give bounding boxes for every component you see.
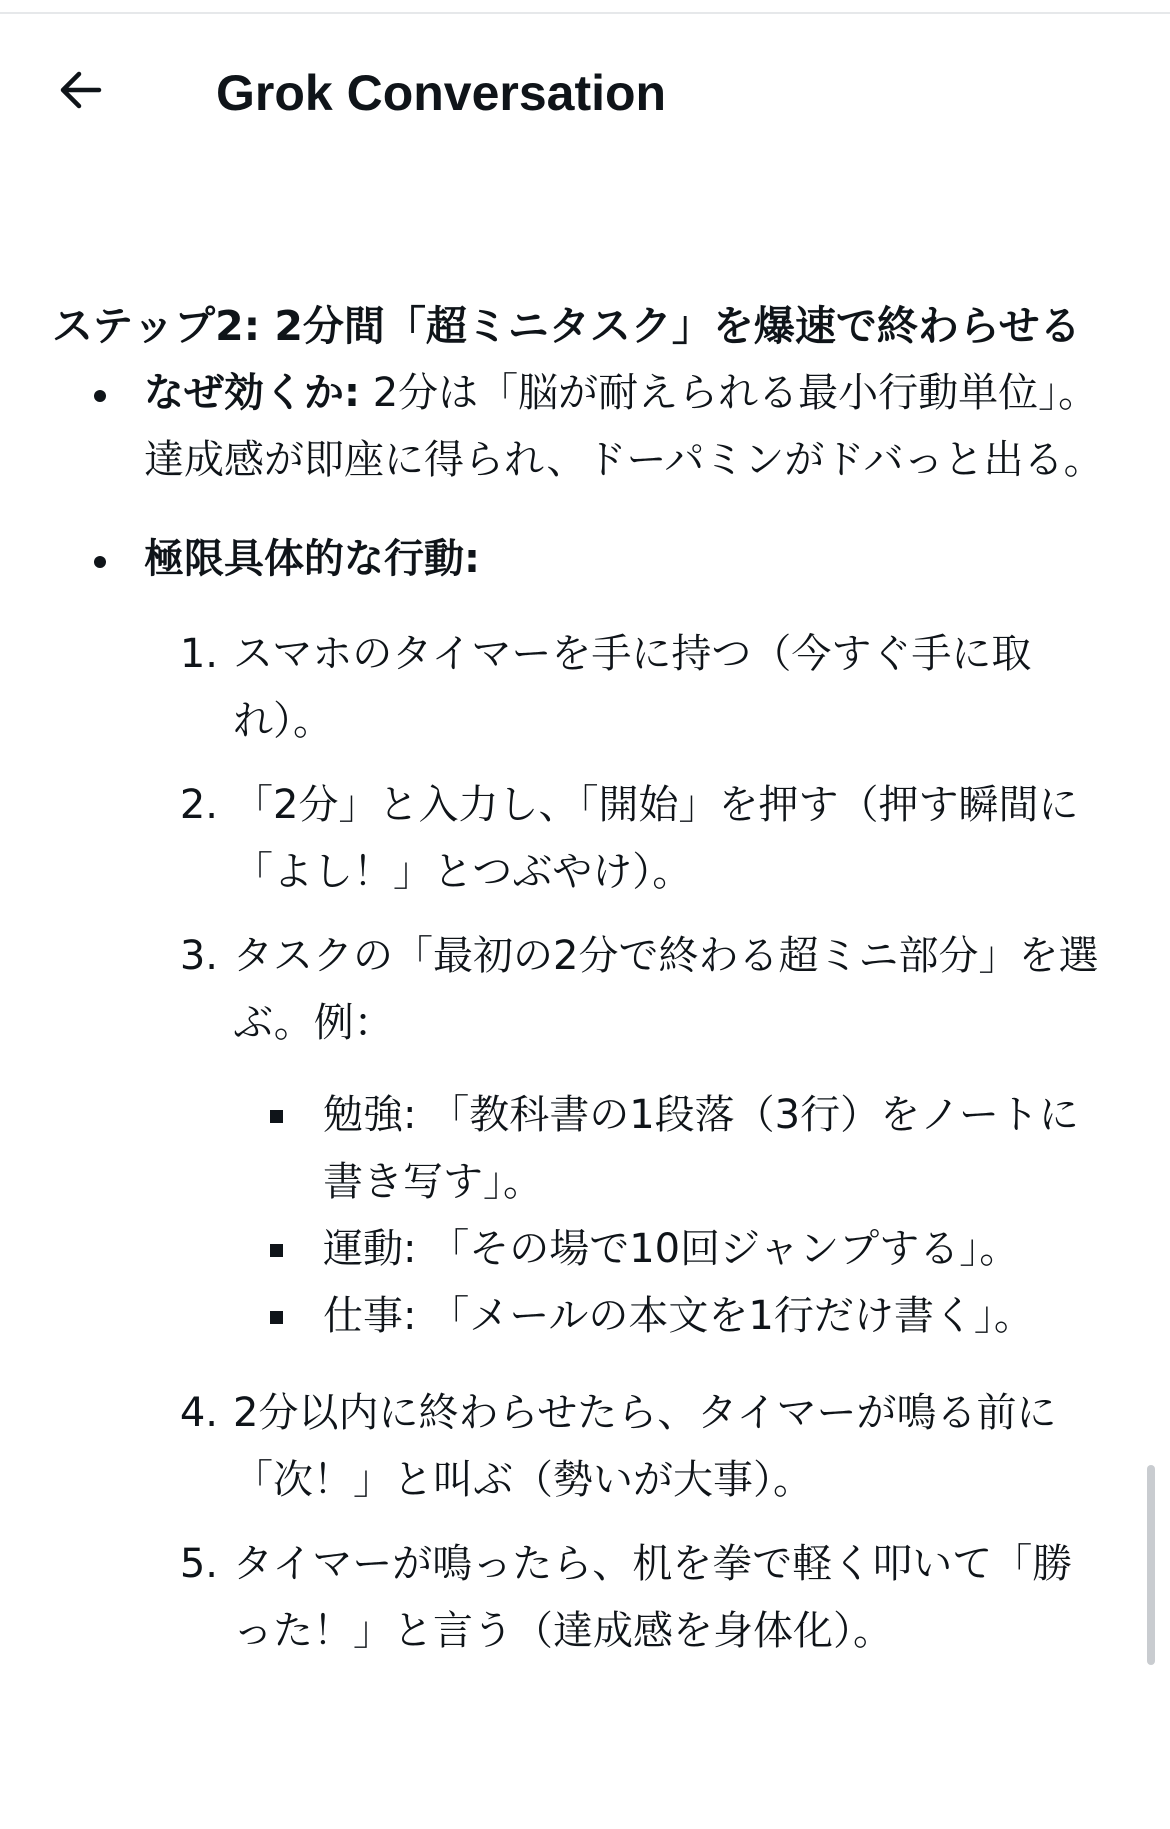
bullet-icon: [94, 556, 106, 568]
step-number: 3.: [179, 933, 218, 979]
examples-list: [233, 1082, 1112, 1350]
step-number: 1.: [179, 631, 218, 677]
example-text: 運動: 「その場で10回ジャンプする」。: [323, 1226, 1020, 1272]
step-number: 5.: [179, 1541, 218, 1587]
scrollbar[interactable]: [1147, 1465, 1155, 1665]
list-item: [52, 360, 1112, 494]
bullet-label: 極限具体的な行動:: [144, 536, 480, 582]
top-divider: [0, 12, 1170, 14]
section-heading: ステップ2: 2分間「超ミニタスク」を爆速で終わらせる: [52, 302, 1081, 350]
step-item: [144, 1380, 1112, 1514]
bullet-text: 2分は「脳が耐えられる最小行動単位」。達成感が即座に得られ、ドーパミンがドバっと出る。: [144, 370, 1104, 483]
step-item: [144, 772, 1112, 906]
step-number: 4.: [179, 1390, 218, 1436]
header: [0, 40, 1170, 150]
step-text: タスクの「最初の2分で終わる超ミニ部分」を選ぶ。例：: [233, 933, 1099, 1046]
step-item: [144, 1531, 1112, 1665]
bullet-list: [52, 360, 1112, 1665]
example-text: 勉強: 「教科書の1段落（3行）をノートに書き写す」。: [323, 1092, 1079, 1205]
step-number: 2.: [179, 782, 218, 828]
example-item: [233, 1216, 1112, 1283]
arrow-left-icon: [57, 70, 103, 114]
back-button[interactable]: [50, 62, 110, 122]
step-text: 2分以内に終わらせたら、タイマーが鳴る前に「次！」と叫ぶ（勢いが大事）。: [233, 1390, 1057, 1503]
bullet-icon: [94, 390, 106, 402]
example-item: [233, 1283, 1112, 1350]
bullet-label: なぜ効くか:: [144, 370, 360, 416]
steps-list: [144, 621, 1112, 1665]
list-item: [52, 526, 1112, 1665]
example-text: 仕事: 「メールの本文を1行だけ書く」。: [323, 1293, 1034, 1339]
square-bullet-icon: [270, 1110, 283, 1123]
step-text: 「2分」と入力し、「開始」を押す（押す瞬間に「よし！」とつぶやけ）。: [233, 782, 1079, 895]
step-text: タイマーが鳴ったら、机を拳で軽く叩いて「勝った！」と言う（達成感を身体化）。: [233, 1541, 1073, 1654]
square-bullet-icon: [270, 1244, 283, 1257]
step-item: [144, 923, 1112, 1350]
step-item: [144, 621, 1112, 755]
step-text: スマホのタイマーを手に持つ（今すぐ手に取れ）。: [233, 631, 1032, 744]
example-item: [233, 1082, 1112, 1216]
message-content: [52, 292, 1112, 1665]
page-title: Grok Conversation: [216, 65, 667, 121]
square-bullet-icon: [270, 1311, 283, 1324]
